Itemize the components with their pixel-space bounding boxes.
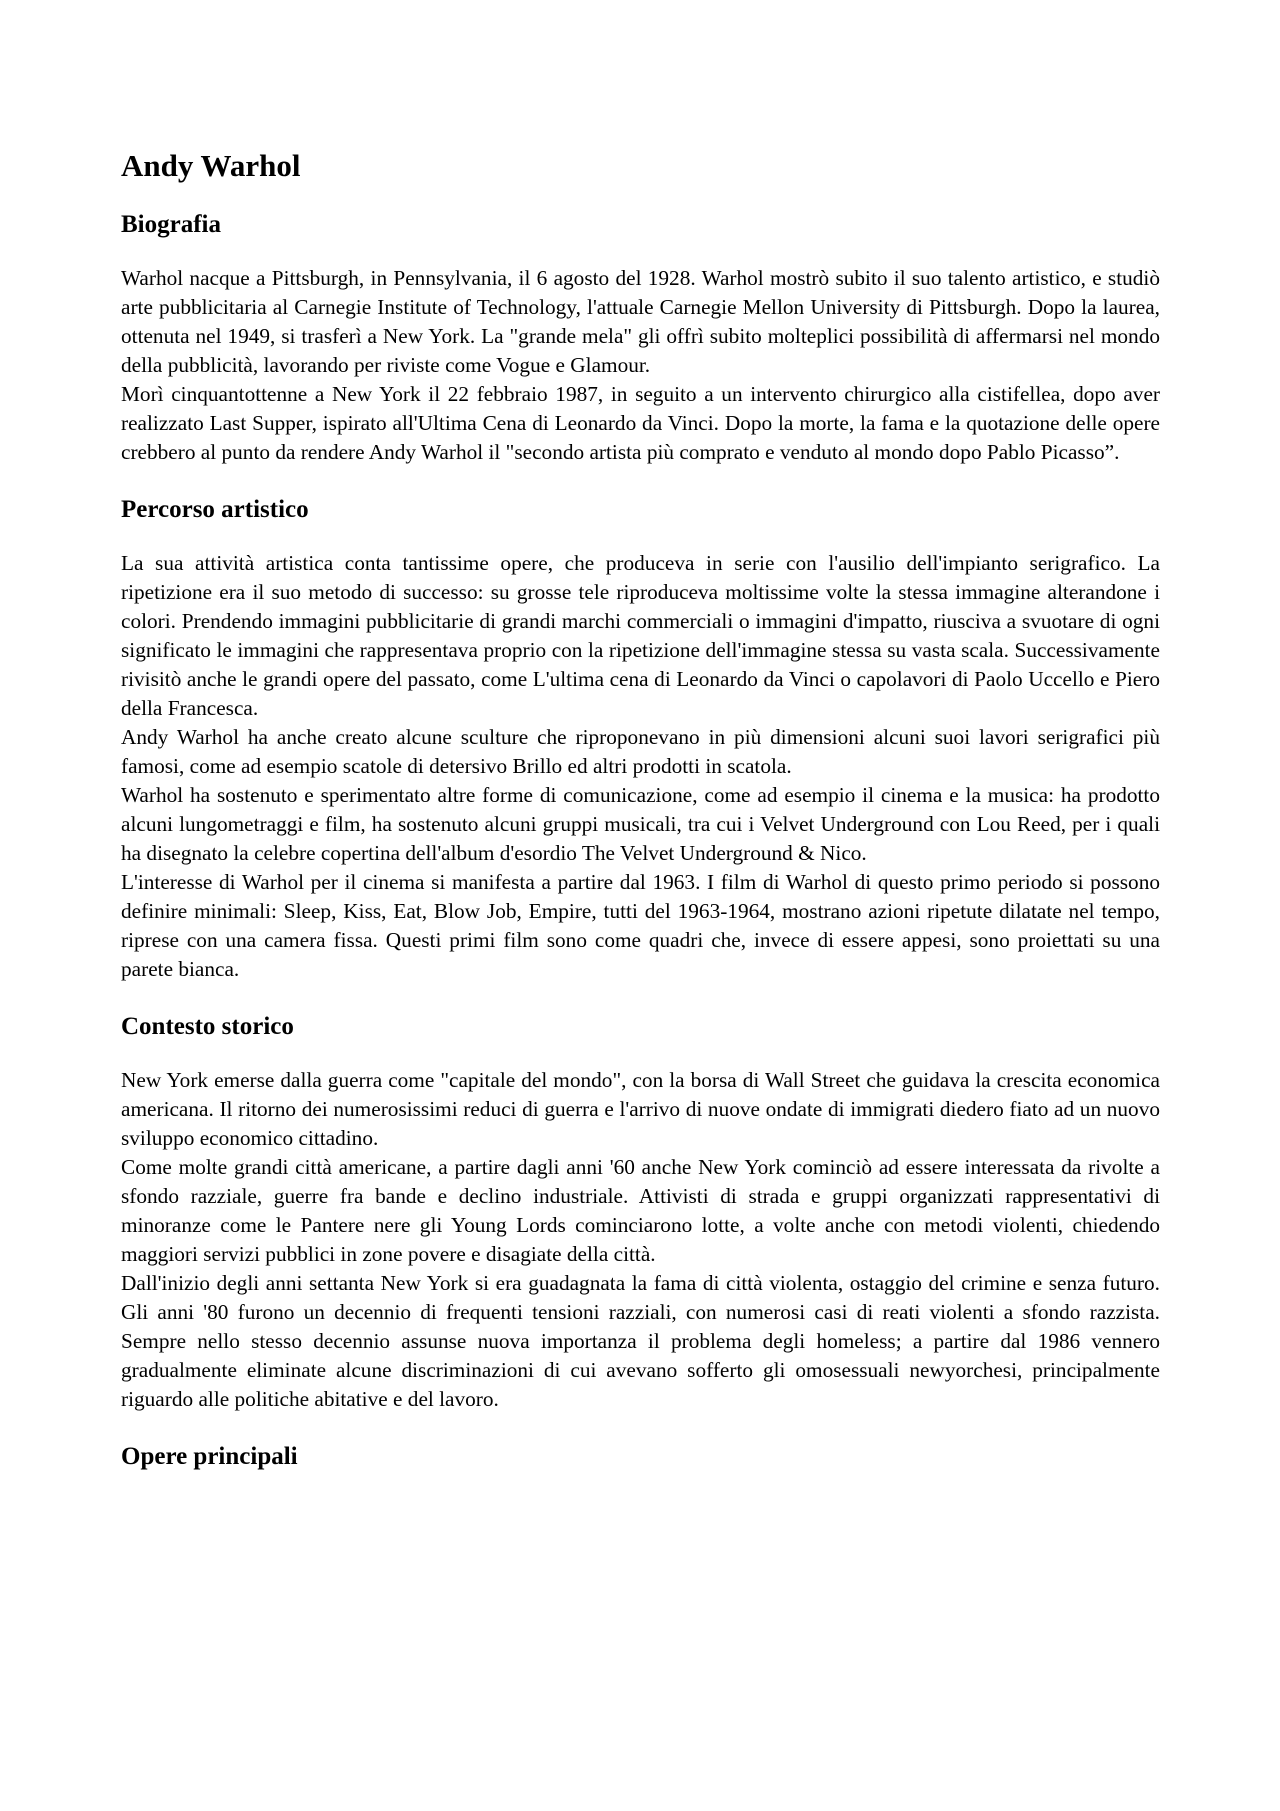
paragraph: New York emerse dalla guerra come "capitale del mondo", con la borsa di Wall Street che guidava la crescita economica americana. Il ritorno dei numerosissimi reduci di guerra e l'arrivo di nuove ondate di immigrati diedero fiato ad un nuovo sviluppo economico cittadino. <box>121 1068 1160 1150</box>
paragraph: La sua attività artistica conta tantissime opere, che produceva in serie con l'ausilio dell'impianto serigrafico. La ripetizione era il suo metodo di successo: su grosse tele riproduceva moltissime volte la stessa immagine alterandone i colori. Prendendo immagini pubblicitarie di grandi marchi commerciali o immagini d'impatto, riusciva a svuotare di ogni significato le immagini che rappresentava proprio con la ripetizione dell'immagine stessa su vasta scala. Successivamente rivisitò anche le grandi opere del passato, come L'ultima cena di Leonardo da Vinci o capolavori di Paolo Uccello e Piero della Francesca. <box>121 551 1160 720</box>
paragraph: Dall'inizio degli anni settanta New York si era guadagnata la fama di città violenta, ostaggio del crimine e senza futuro. Gli anni '80 furono un decennio di frequenti tensioni razziali, con numerosi casi di reati violenti a sfondo razzista. Sempre nello stesso decennio assunse nuova importanza il problema degli homeless; a partire dal 1986 vennero gradualmente eliminate alcune discriminazioni di cui avevano sofferto gli omosessuali newyorchesi, principalmente riguardo alle politiche abitative e del lavoro. <box>121 1271 1160 1411</box>
section-percorso-artistico <box>121 495 1160 984</box>
document-title: Andy Warhol <box>121 148 301 183</box>
section-heading: Biografia <box>121 211 221 238</box>
paragraph: Morì cinquantottenne a New York il 22 febbraio 1987, in seguito a un intervento chirurgico alla cistifellea, dopo aver realizzato Last Supper, ispirato all'Ultima Cena di Leonardo da Vinci. Dopo la morte, la fama e la quotazione delle opere crebbero al punto da rendere Andy Warhol il "secondo artista più comprato e venduto al mondo dopo Pablo Picasso”. <box>121 382 1160 464</box>
paragraph: Warhol ha sostenuto e sperimentato altre forme di comunicazione, come ad esempio il cinema e la musica: ha prodotto alcuni lungometraggi e film, ha sostenuto alcuni gruppi musicali, tra cui i Velvet Underground con Lou Reed, per i quali ha disegnato la celebre copertina dell'album d'esordio The Velvet Underground & Nico. <box>121 783 1160 865</box>
paragraph: L'interesse di Warhol per il cinema si manifesta a partire dal 1963. I film di Warhol di questo primo periodo si possono definire minimali: Sleep, Kiss, Eat, Blow Job, Empire, tutti del 1963-1964, mostrano azioni ripetute dilatate nel tempo, riprese con una camera fissa. Questi primi film sono come quadri che, invece di essere appesi, sono proiettati su una parete bianca. <box>121 870 1160 981</box>
section-heading: Percorso artistico <box>121 496 309 523</box>
section-opere-principali <box>121 1442 1160 1472</box>
section-heading: Contesto storico <box>121 1013 294 1040</box>
paragraph: Andy Warhol ha anche creato alcune sculture che riproponevano in più dimensioni alcuni suoi lavori serigrafici più famosi, come ad esempio scatole di detersivo Brillo ed altri prodotti in scatola. <box>121 725 1160 778</box>
paragraph: Come molte grandi città americane, a partire dagli anni '60 anche New York cominciò ad essere interessata da rivolte a sfondo razziale, guerre fra bande e declino industriale. Attivisti di strada e gruppi organizzati rappresentativi di minoranze come le Pantere nere gli Young Lords cominciarono lotte, a volte anche con metodi violenti, chiedendo maggiori servizi pubblici in zone povere e disagiate della città. <box>121 1155 1160 1266</box>
section-heading: Opere principali <box>121 1443 298 1470</box>
document-page <box>121 148 1160 1500</box>
section-biografia <box>121 210 1160 467</box>
paragraph: Warhol nacque a Pittsburgh, in Pennsylvania, il 6 agosto del 1928. Warhol mostrò subito il suo talento artistico, e studiò arte pubblicitaria al Carnegie Institute of Technology, l'attuale Carnegie Mellon University di Pittsburgh. Dopo la laurea, ottenuta nel 1949, si trasferì a New York. La "grande mela" gli offrì subito molteplici possibilità di affermarsi nel mondo della pubblicità, lavorando per riviste come Vogue e Glamour. <box>121 266 1160 377</box>
section-contesto-storico <box>121 1012 1160 1414</box>
